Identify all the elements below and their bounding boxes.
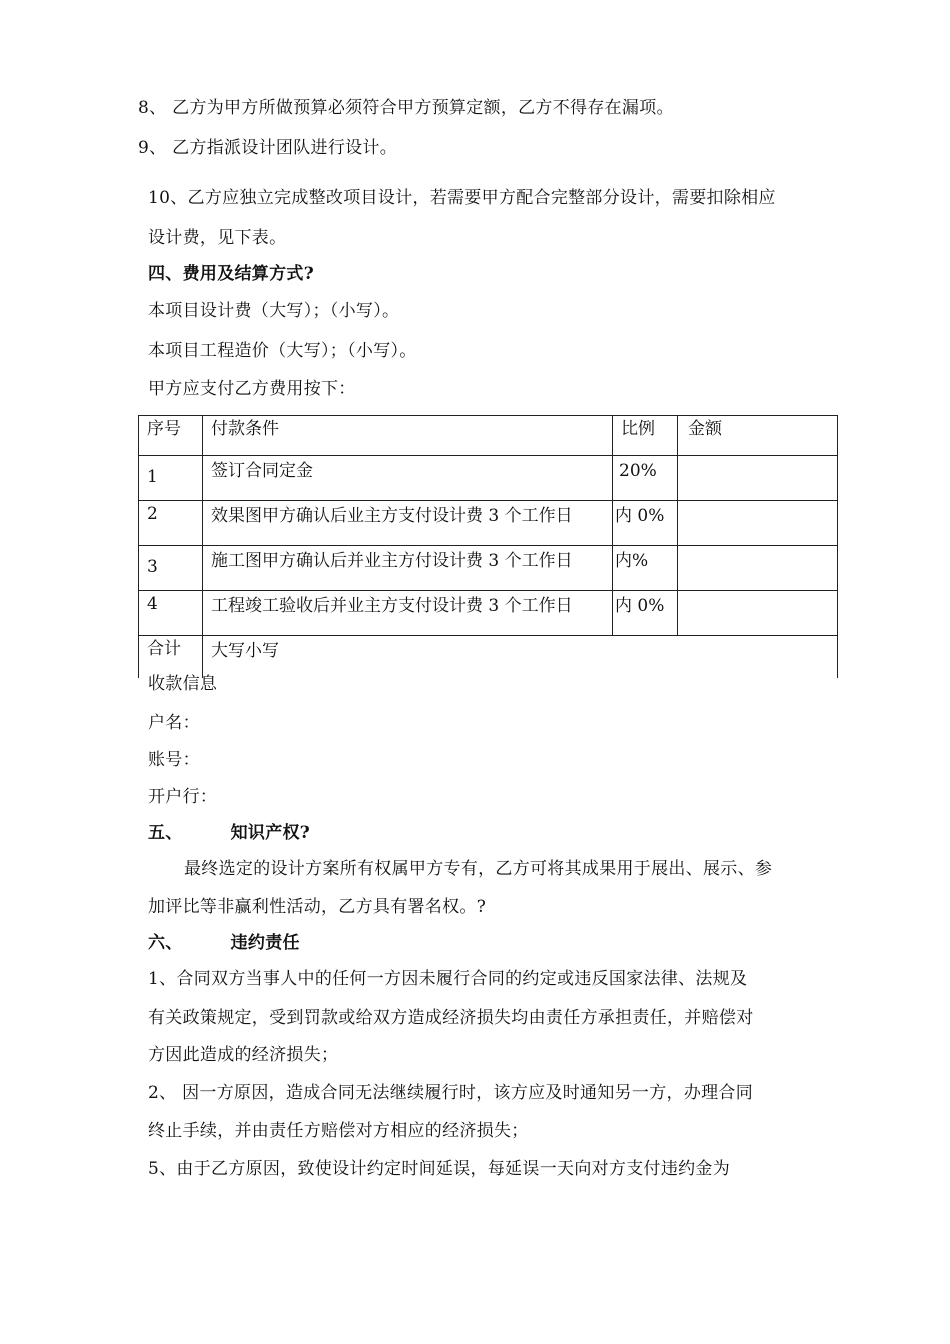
- table-row: [139, 546, 838, 591]
- clause-10-line-1: 10、乙方应独立完成整改项目设计，若需要甲方配合完整部分设计，需要扣除相应: [148, 188, 776, 208]
- row-no: 3: [139, 546, 203, 591]
- row-amount: [678, 546, 838, 591]
- section-5-title: 知识产权?: [230, 823, 311, 843]
- section-6-title: 违约责任: [230, 933, 300, 953]
- row-amount: [678, 456, 838, 501]
- section-5-line-2: 加评比等非赢利性活动，乙方具有署名权。?: [148, 897, 487, 917]
- row-no: 4: [139, 591, 203, 636]
- row-no: 1: [139, 456, 203, 501]
- row-ratio: 20%: [613, 456, 678, 501]
- section-6-number: 六、: [148, 933, 183, 953]
- section-6-line-2: 有关政策规定，受到罚款或给双方造成经济损失均由责任方承担责任，并赔偿对: [148, 1008, 754, 1028]
- row-condition: [203, 501, 613, 546]
- row-ratio: 内%: [613, 546, 678, 591]
- payment-intro: 甲方应支付乙方费用按下：: [148, 379, 356, 399]
- header-no: 序号: [139, 416, 203, 456]
- header-ratio: 比例: [613, 416, 678, 456]
- row-no: 2: [139, 501, 203, 546]
- account-number: 账号：: [148, 750, 200, 770]
- row-condition-text: 工程竣工验收后并业主方支付设计费 3 个工作日: [211, 596, 573, 616]
- table-total-row: [139, 636, 838, 678]
- section-5-heading: [148, 821, 310, 845]
- clause-10-line-2: 设计费，见下表。: [148, 228, 287, 248]
- table-row: [139, 501, 838, 546]
- section-6-line-6: 5、由于乙方原因，致使设计约定时间延误，每延误一天向对方支付违约金为: [148, 1159, 731, 1179]
- row-ratio: 内 0%: [613, 501, 678, 546]
- receipt-title: 收款信息: [148, 674, 218, 694]
- section-4-heading: 四、费用及结算方式?: [148, 264, 314, 284]
- design-fee-line: 本项目设计费（大写）；（小写）。: [148, 301, 400, 321]
- account-name: 户名：: [148, 713, 200, 733]
- row-condition-text: 签订合同定金: [211, 461, 313, 481]
- section-5-number: 五、: [148, 823, 183, 843]
- table-row: [139, 591, 838, 636]
- header-condition: 付款条件: [203, 416, 613, 456]
- row-condition: [203, 456, 613, 501]
- row-ratio: 内 0%: [613, 591, 678, 636]
- bank-name: 开户行：: [148, 787, 218, 807]
- project-cost-line: 本项目工程造价（大写）；（小写）。: [148, 341, 417, 361]
- section-6-line-5: 终止手续，并由责任方赔偿对方相应的经济损失；: [148, 1121, 529, 1141]
- section-5-line-1: 最终选定的设计方案所有权属甲方专有，乙方可将其成果用于展出、展示、参: [184, 859, 773, 879]
- clause-9: 9、 乙方指派设计团队进行设计。: [138, 138, 398, 158]
- header-amount: 金额: [678, 416, 838, 456]
- payment-table: [138, 415, 838, 678]
- table-header-row: [139, 416, 838, 456]
- section-6-line-4: 2、 因一方原因，造成合同无法继续履行时，该方应及时通知另一方，办理合同: [148, 1083, 754, 1103]
- table-row: [139, 456, 838, 501]
- total-text: 大写小写: [203, 636, 838, 678]
- row-amount: [678, 501, 838, 546]
- section-6-line-3: 方因此造成的经济损失；: [148, 1045, 339, 1065]
- row-condition: [203, 546, 613, 591]
- row-condition: [203, 591, 613, 636]
- row-condition-text: 效果图甲方确认后业主方支付设计费 3 个工作日: [211, 506, 573, 526]
- section-6-line-1: 1、合同双方当事人中的任何一方因未履行合同的约定或违反国家法律、法规及: [148, 969, 748, 989]
- section-6-heading: [148, 931, 300, 955]
- row-condition-text: 施工图甲方确认后并业主方付设计费 3 个工作日: [211, 551, 573, 571]
- clause-8: 8、 乙方为甲方所做预算必须符合甲方预算定额，乙方不得存在漏项。: [138, 98, 674, 118]
- row-amount: [678, 591, 838, 636]
- total-label: 合计: [139, 636, 203, 678]
